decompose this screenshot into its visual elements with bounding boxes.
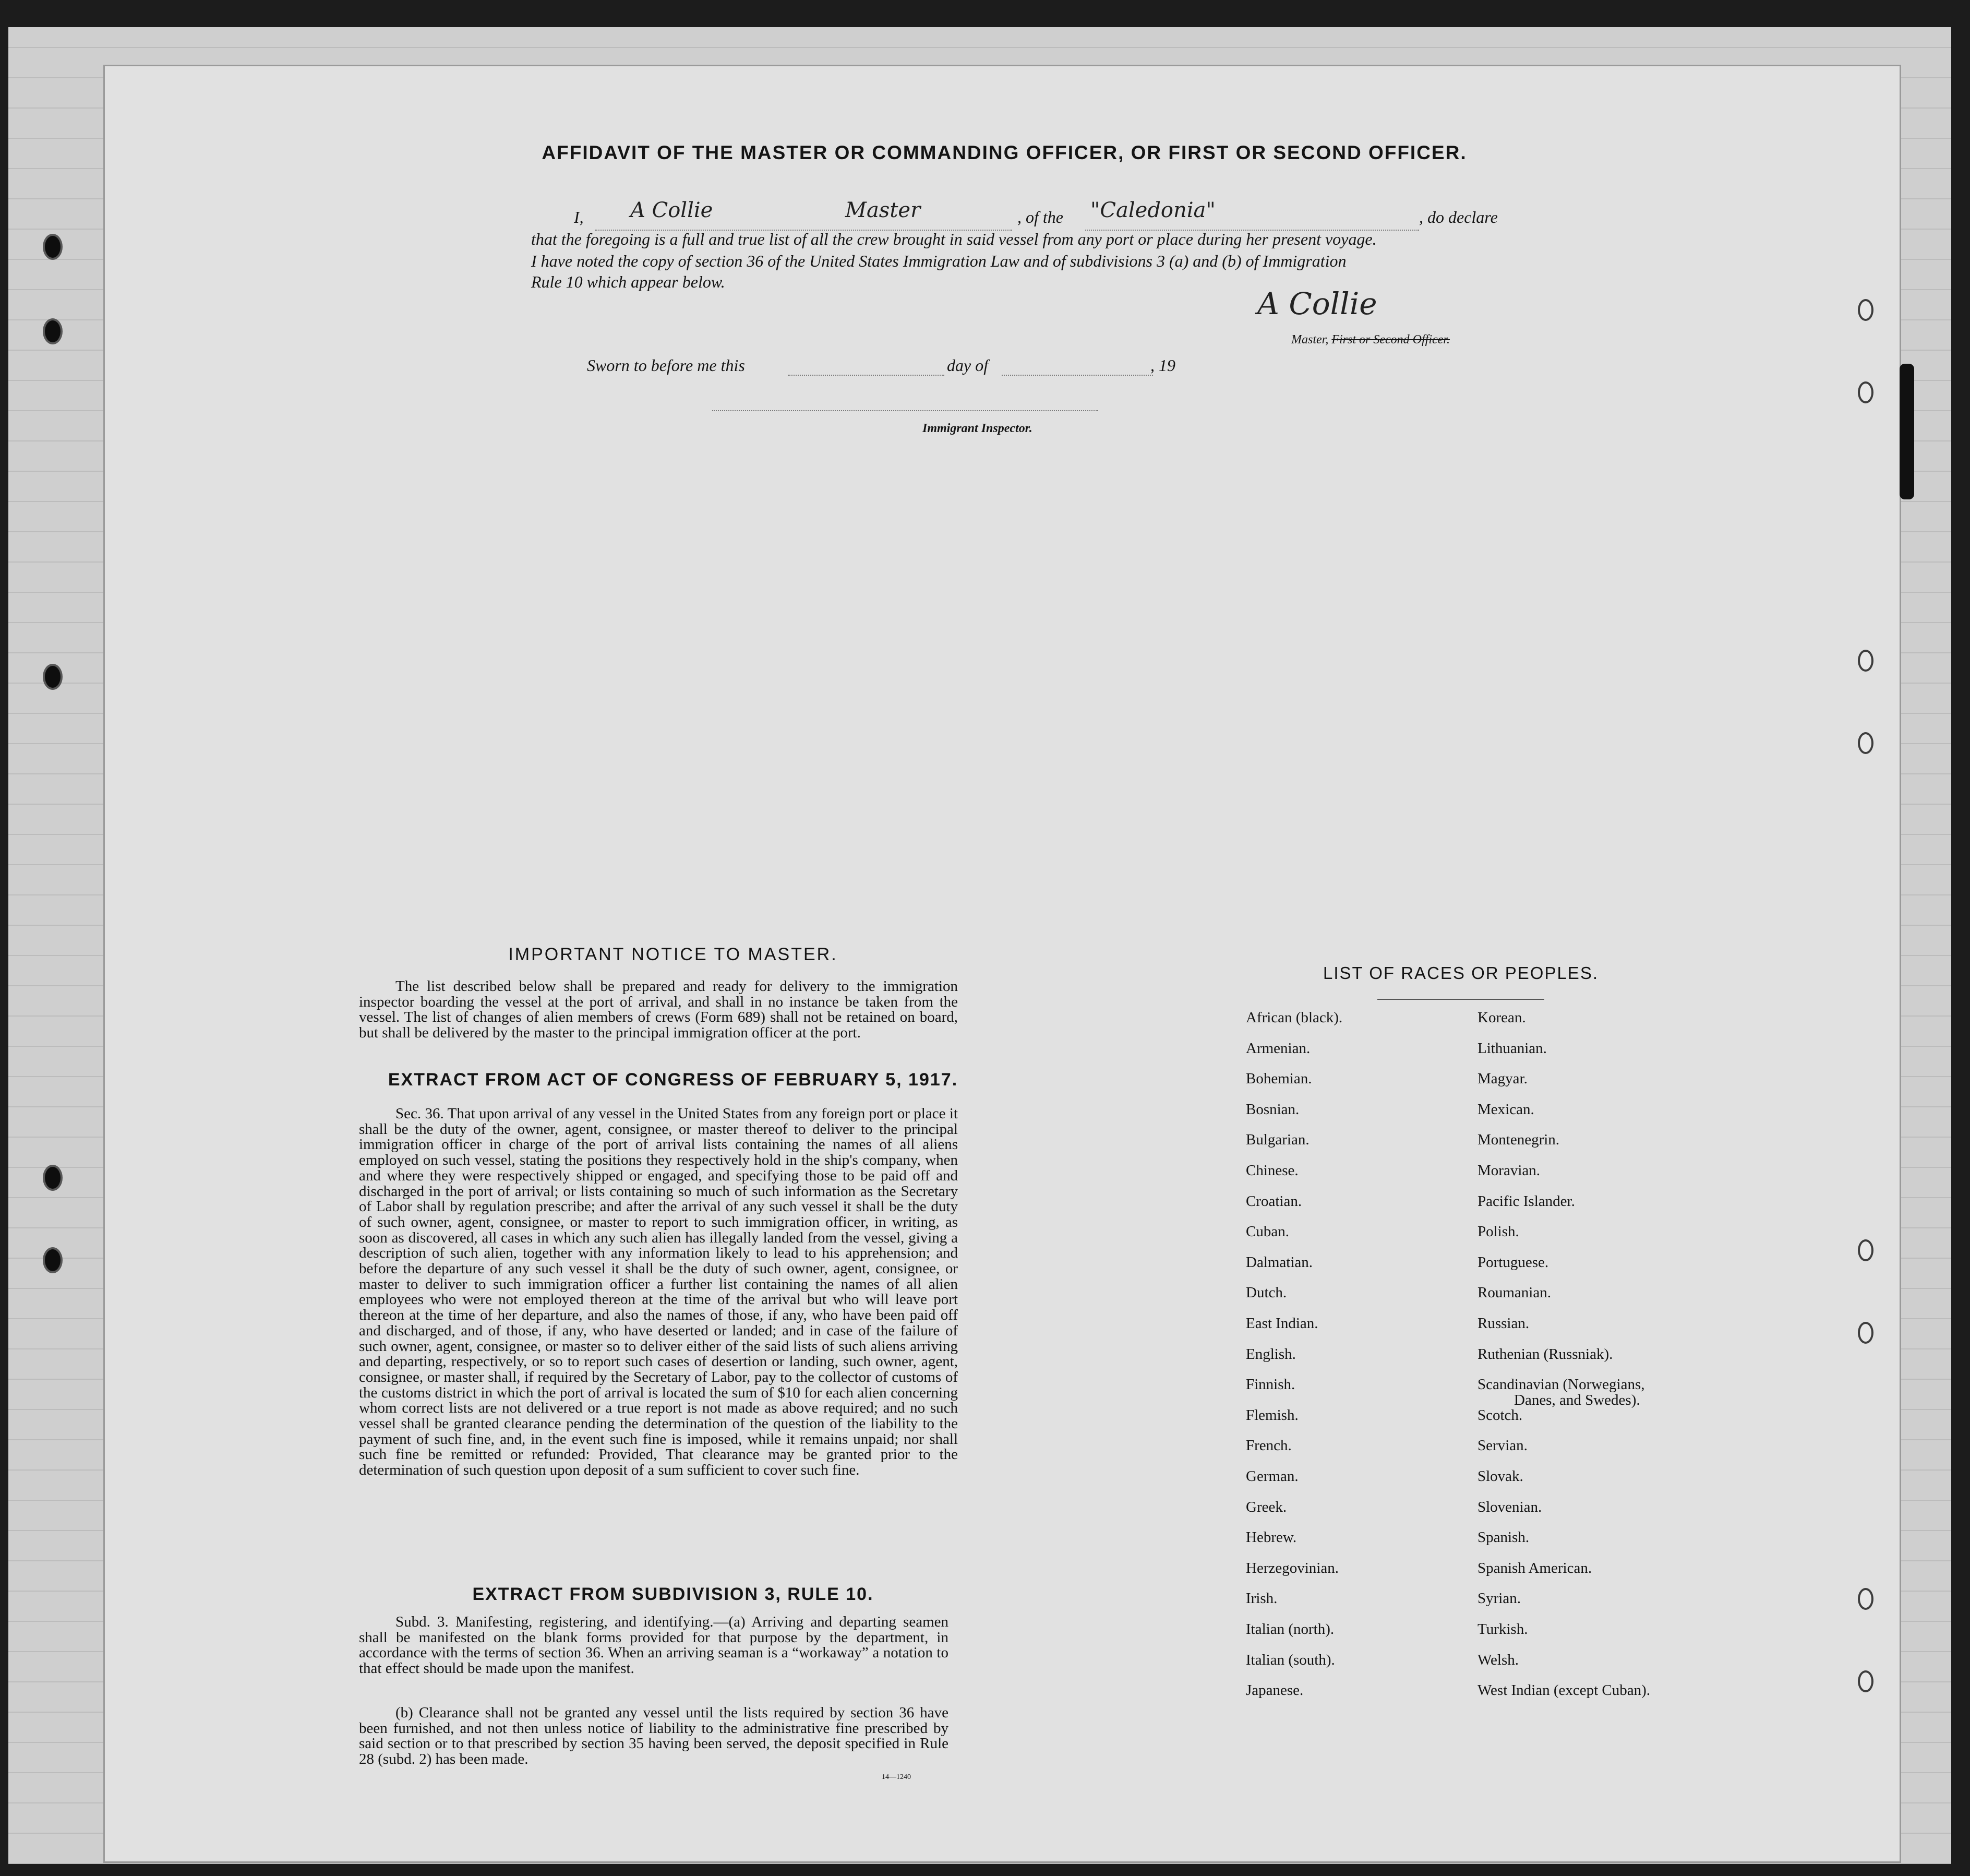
affidavit-line-2: that the foregoing is a full and true list of all the crew brought in said vessel from any port or place during her present voyage.: [531, 230, 1377, 248]
race-item: Ruthenian (Russniak).: [1478, 1345, 1613, 1363]
race-item: English.: [1246, 1345, 1296, 1363]
punch-hole: [1858, 1239, 1873, 1261]
affidavit-line-4: Rule 10 which appear below.: [531, 272, 725, 291]
affidavit-line-3: I have noted the copy of section 36 of the United States Immigration Law and of subdivisions 3 (a) and (b) of Immigration: [531, 252, 1347, 270]
race-item: Irish.: [1246, 1590, 1278, 1607]
caption-master: Master,: [1291, 333, 1329, 346]
master-signature: A Collie: [1257, 286, 1377, 321]
race-item: Montenegrin.: [1478, 1131, 1560, 1149]
race-item: Welsh.: [1478, 1651, 1519, 1668]
race-item: Croatian.: [1246, 1192, 1302, 1210]
punch-hole: [1858, 381, 1873, 403]
inspector-signature-line: [712, 410, 1098, 411]
race-item: Dalmatian.: [1246, 1253, 1313, 1271]
notice-body: The list described below shall be prepared and ready for delivery to the immigration inspector boarding the vessel at the port of arrival, and shall in no instance be taken from the vessel. The list of changes of alien members of crews (Form 689) shall not be retained on board, but shall be delivered by the master to the principal immigration officer at the port.: [359, 978, 958, 1042]
race-item: Greek.: [1246, 1498, 1287, 1515]
race-item: Armenian.: [1246, 1039, 1311, 1057]
race-item: German.: [1246, 1468, 1299, 1485]
handwritten-rank: Master: [845, 198, 921, 222]
sworn-day-line: [788, 375, 944, 376]
do-declare-text: , do declare: [1419, 208, 1498, 226]
race-item: Bulgarian.: [1246, 1131, 1310, 1149]
race-item: Spanish American.: [1478, 1559, 1592, 1576]
extract-rule-title: EXTRACT FROM SUBDIVISION 3, RULE 10.: [472, 1584, 874, 1604]
race-item: Hebrew.: [1246, 1529, 1297, 1546]
race-item: Scandinavian (Norwegians,: [1478, 1376, 1645, 1393]
affidavit-line-1: [574, 208, 584, 227]
race-item: Moravian.: [1478, 1162, 1540, 1179]
signature-caption: [1291, 333, 1450, 347]
race-item: Spanish.: [1478, 1529, 1530, 1546]
race-item: Italian (south).: [1246, 1651, 1335, 1668]
binder-hole: [43, 1247, 63, 1273]
race-item: Korean.: [1478, 1009, 1526, 1026]
handwritten-vessel: "Caledonia": [1090, 198, 1216, 222]
race-item: East Indian.: [1246, 1315, 1318, 1332]
race-item: Turkish.: [1478, 1621, 1528, 1638]
extract-rule-para-a: Subd. 3. Manifesting, registering, and identifying.—(a) Arriving and departing seamen shall be manifested on the blank forms provided for that purpose by the department, in accordance with the terms of section 36. When an arriving seaman is a “workaway” a notation to that effect should be made upon the manifest.: [359, 1614, 948, 1677]
punch-hole: [1858, 299, 1873, 321]
inspector-caption: Immigrant Inspector.: [922, 422, 1032, 435]
races-title: LIST OF RACES OR PEOPLES.: [1323, 963, 1599, 983]
race-item: Slovak.: [1478, 1468, 1523, 1485]
punch-hole: [1858, 650, 1873, 672]
race-item: Japanese.: [1246, 1682, 1304, 1699]
race-item: Mexican.: [1478, 1101, 1534, 1118]
race-item: Slovenian.: [1478, 1498, 1542, 1515]
punch-hole: [1858, 1322, 1873, 1344]
sworn-month-line: [1002, 375, 1153, 376]
handwritten-name: A Collie: [630, 198, 713, 222]
extract-rule-para-b: (b) Clearance shall not be granted any vessel until the lists required by section 36 have been furnished, and not then unless notice of liability to the administrative fine prescribed by said section or to that prescribed by section 35 having been served, the deposit specified in Rule 28 (subd. 2) has been made.: [359, 1704, 948, 1768]
day-of-text: day of: [947, 356, 989, 375]
race-item: French.: [1246, 1437, 1292, 1454]
race-item: West Indian (except Cuban).: [1478, 1682, 1651, 1699]
punch-hole: [1858, 1588, 1873, 1610]
binder-hole: [43, 1165, 63, 1191]
notice-title: IMPORTANT NOTICE TO MASTER.: [508, 945, 838, 964]
race-item: Scotch.: [1478, 1406, 1523, 1424]
race-item: Syrian.: [1478, 1590, 1521, 1607]
race-item: Danes, and Swedes).: [1514, 1392, 1640, 1409]
race-item: Portuguese.: [1478, 1253, 1549, 1271]
race-item: Lithuanian.: [1478, 1039, 1547, 1057]
sworn-text: Sworn to before me this: [587, 356, 745, 375]
race-item: Magyar.: [1478, 1070, 1528, 1088]
of-the-text: , of the: [1017, 208, 1063, 226]
race-item: Servian.: [1478, 1437, 1528, 1454]
punch-hole: [1858, 1670, 1873, 1692]
race-item: Italian (north).: [1246, 1621, 1335, 1638]
race-item: African (black).: [1246, 1009, 1343, 1026]
extract-act-body: Sec. 36. That upon arrival of any vessel in the United States from any foreign port or place it shall be the duty of the owner, agent, consignee, or master thereof to deliver to the principal immigration officer in charge of the port of arrival lists containing the names of all aliens employed on such vessel, stating the positions they respectively hold in the ship's company, when and where they were respectively shipped or engaged, and specifying those to be paid off and discharged in the port of arrival; or lists containing so much of such information as the Secretary of Labor shall by regulation prescribe; and after the arrival of any such vessel it shall be the duty of such owner, agent, consignee, or master to report to such immigration officer, in writing, as soon as discovered, all cases in which any such alien has illegally landed from the vessel, giving a description of such alien, together with any information likely to lead to his apprehension; and before the departure of any such vessel it shall be the duty of such owner, agent, consignee, or master to deliver to such immigration officer a further list containing the names of all alien employees who were not employed thereon at the time of the arrival but who will leave port thereon at the time of her departure, and also the names of those, if any, who have been paid off and discharged, and of those, if any, who have deserted or landed; and in case of the failure of such owner, agent, consignee, or master so to deliver either of the said lists of such aliens arriving and departing, respectively, or so to report such cases of desertion or landing, such owner, agent, consignee, or master shall, if required by the Secretary of Labor, pay to the collector of customs of the customs district in which the port of arrival is located the sum of $10 for each alien concerning whom correct lists are not delivered or a true report is not made as above required; and no such vessel shall be granted clearance pending the determination of the question of the liability to the payment of such fine, and, in the event such fine is imposed, while it remains unpaid; nor shall such fine be remitted or refunded: Provided, That clearance may be granted prior to the determination of such question upon deposit of a sum sufficient to cover such fine.: [359, 1105, 958, 1479]
race-item: Polish.: [1478, 1223, 1519, 1240]
race-item: Herzegovinian.: [1246, 1559, 1339, 1576]
race-item: Roumanian.: [1478, 1284, 1551, 1301]
race-item: Finnish.: [1246, 1376, 1295, 1393]
binder-hole: [43, 234, 63, 260]
race-item: Pacific Islander.: [1478, 1192, 1575, 1210]
races-title-rule: [1377, 999, 1544, 1000]
race-item: Flemish.: [1246, 1406, 1299, 1424]
race-item: Dutch.: [1246, 1284, 1287, 1301]
race-item: Chinese.: [1246, 1162, 1299, 1179]
affidavit-prefix: I,: [574, 208, 584, 226]
race-item: Russian.: [1478, 1315, 1530, 1332]
year-prefix: , 19: [1150, 356, 1175, 375]
extract-act-title: EXTRACT FROM ACT OF CONGRESS OF FEBRUARY 5, 1917.: [388, 1070, 958, 1090]
form-number: 14—1240: [882, 1773, 911, 1781]
race-item: Bosnian.: [1246, 1101, 1300, 1118]
punch-hole: [1858, 732, 1873, 754]
affidavit-title: AFFIDAVIT OF THE MASTER OR COMMANDING OFFICER, OR FIRST OR SECOND OFFICER.: [542, 142, 1467, 163]
binder-hole: [43, 664, 63, 690]
race-item: Cuban.: [1246, 1223, 1289, 1240]
binder-hole: [43, 318, 63, 344]
caption-struck-officer: First or Second Officer.: [1331, 333, 1450, 346]
race-item: Bohemian.: [1246, 1070, 1312, 1088]
binder-clip: [1900, 364, 1914, 499]
